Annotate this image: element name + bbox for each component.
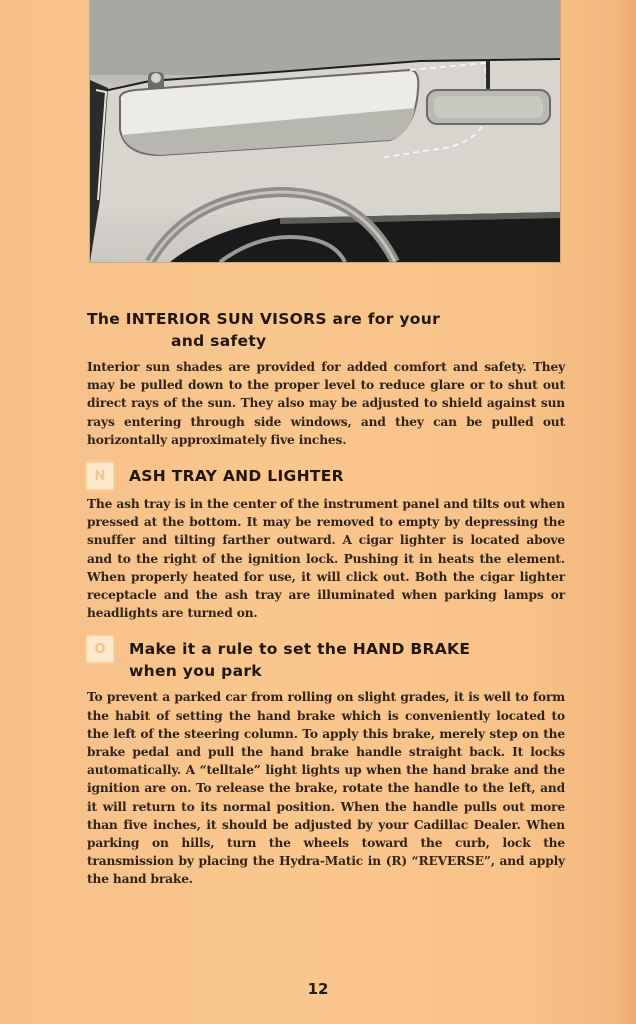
sun-visors-heading-line1: The INTERIOR SUN VISORS are for your: [87, 310, 441, 328]
section-ash-tray: [87, 463, 565, 622]
hand-brake-header: [87, 636, 565, 682]
page-content: [87, 308, 565, 903]
ash-tray-header: [87, 463, 565, 489]
section-letter-badge-n: N: [87, 463, 113, 489]
hand-brake-heading-line1: Make it a rule to set the HAND BRAKE: [129, 640, 471, 659]
sun-visor-photo: [90, 0, 560, 262]
ash-tray-body: The ash tray is in the center of the instrument panel and tilts out when pressed at the bottom. It may be removed to empty by depressing the snuffer and tilting farther outward. A cigar lighter is located above and to the right of the ignition lock. Pushing it in heats the element. When properly heated for use, it will click out. Both the cigar lighter receptacle and the ash tray are illuminated when parking lamps or headlights are turned on.: [87, 497, 565, 621]
section-letter-badge-o: O: [87, 636, 113, 662]
section-sun-visors: [87, 308, 565, 449]
sun-visors-heading-line2: and safety: [171, 332, 267, 350]
hand-brake-heading-line2: when you park: [129, 662, 262, 681]
hand-brake-body: To prevent a parked car from rolling on slight grades, it is well to form the habit of setting the hand brake which is conveniently located to the left of the steering column. To apply this brake, merely step on the brake pedal and pull the hand brake handle straight back. It locks automatically. A “telltale” light lights up when the hand brake and the ignition are on. To release the brake, rotate the handle to the left, and it will return to its normal position. When the handle pulls out more than five inches, it should be adjusted by your Cadillac Dealer. When parking on hills, turn the wheels toward the curb, lock the transmission by placing the Hydra-Matic in (R) “REVERSE”, and apply the hand brake.: [87, 690, 565, 887]
ash-tray-heading: [129, 463, 344, 487]
hand-brake-heading: [129, 636, 470, 682]
sun-visors-body: Interior sun shades are provided for added comfort and safety. They may be pulled down to the proper level to reduce glare or to shut out direct rays of the sun. They also may be adjusted to shield against sun rays entering through side windows, and they can be pulled out horizontally approximately five inches.: [87, 360, 565, 447]
section-hand-brake: [87, 636, 565, 888]
sun-visors-heading: [87, 308, 565, 352]
ash-tray-heading-line1: ASH TRAY AND LIGHTER: [129, 467, 344, 486]
page-number: 12: [307, 980, 329, 998]
car-interior-illustration: [90, 0, 560, 262]
